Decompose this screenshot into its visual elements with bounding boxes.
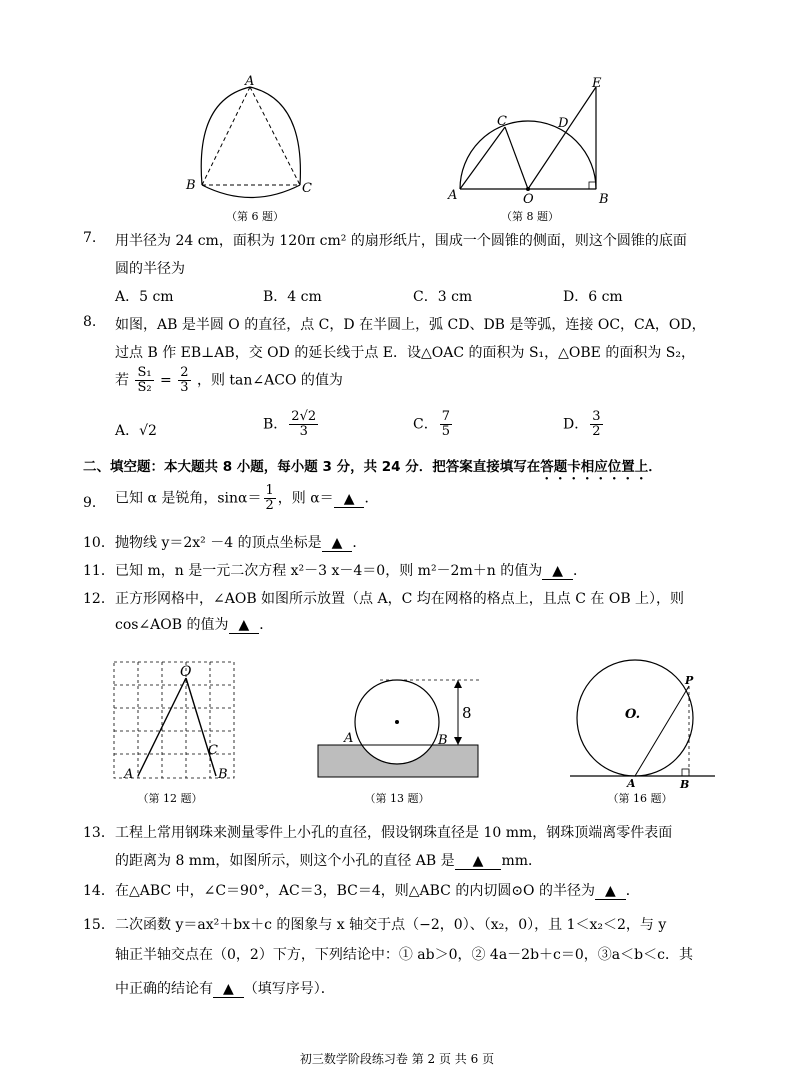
q10-post: ． bbox=[352, 535, 367, 551]
f6-label-a: A bbox=[245, 74, 255, 89]
figure-16 bbox=[565, 650, 725, 790]
f12-label-c: C bbox=[208, 743, 218, 758]
q8-option-b-d: 3 bbox=[299, 424, 308, 439]
q15-line3 bbox=[115, 978, 335, 998]
q12-line2 bbox=[115, 614, 273, 634]
q8-frac2-numerator: 2 bbox=[180, 365, 189, 380]
q8-option-d-prefix: D． bbox=[563, 416, 589, 433]
section-2-title: 二、填空题：本大题共 8 小题，每小题 3 分，共 24 分．把答案直接填写在 bbox=[83, 459, 541, 475]
q15-line2: 轴正半轴交点在（0，2）下方，下列结论中：① ab＞0，② 4a－2b＋c＝0，③a＜b＜c．其 bbox=[115, 947, 693, 963]
q9-frac-n: 1 bbox=[265, 483, 274, 498]
q10-number: 10． bbox=[83, 535, 115, 551]
q7-number: 7. bbox=[83, 230, 97, 246]
q11-answer-blank[interactable]: ▲ bbox=[542, 563, 573, 580]
section-2-heading bbox=[83, 455, 662, 483]
f16-label-a: A bbox=[627, 777, 636, 790]
q13-pre2: 的距离为 8 mm，如图所示，则这个小孔的直径 AB 是 bbox=[115, 853, 455, 869]
f13-label-a: A bbox=[344, 731, 354, 746]
f8-label-b: B bbox=[599, 192, 609, 207]
f8-label-d: D bbox=[558, 116, 569, 131]
q13-line1: 工程上常用钢珠来测量零件上小孔的直径，假设钢珠直径是 10 mm，钢珠顶端离零件表面 bbox=[115, 825, 673, 841]
q7-option-a: A．5 cm bbox=[115, 289, 174, 305]
figure-13-caption: （第 13 题） bbox=[364, 792, 430, 805]
q14-number: 14． bbox=[83, 883, 115, 899]
q8-line3-post: ，则 tan∠ACO 的值为 bbox=[196, 372, 343, 389]
q8-number: 8. bbox=[83, 314, 97, 330]
q13-post: mm． bbox=[501, 853, 542, 869]
f13-dim: 8 bbox=[462, 704, 472, 722]
q9-post: ． bbox=[364, 490, 379, 507]
q13-answer-blank[interactable]: ▲ bbox=[455, 853, 502, 870]
q7-option-b: B．4 cm bbox=[263, 289, 322, 305]
q15-number: 15． bbox=[83, 917, 115, 933]
q8-line2: 过点 B 作 EB⊥AB，交 OD 的延长线于点 E．设△OAC 的面积为 S₁，△OBE 的面积为 S₂， bbox=[115, 345, 696, 361]
q12-answer-blank[interactable]: ▲ bbox=[229, 617, 260, 634]
q8-line3 bbox=[115, 366, 343, 395]
q12-pre2: cos∠AOB 的值为 bbox=[115, 617, 229, 633]
q13-line2 bbox=[115, 850, 542, 870]
section-2-title-end: ． bbox=[648, 459, 662, 475]
q9-number: 9． bbox=[83, 495, 106, 511]
f16-label-b: B bbox=[680, 778, 690, 791]
f8-label-c: C bbox=[497, 114, 507, 129]
q9-answer-blank[interactable]: ▲ bbox=[334, 491, 365, 508]
figure-8 bbox=[445, 75, 615, 205]
q9-pre: 已知 α 是锐角，sinα＝ bbox=[115, 490, 262, 507]
q10-pre: 抛物线 y＝2x² －4 的顶点坐标是 bbox=[115, 535, 322, 551]
q11-number: 11． bbox=[83, 563, 115, 579]
f13-label-b: B bbox=[438, 733, 448, 748]
q8-option-a: A．√2 bbox=[115, 423, 157, 439]
f8-label-e: E bbox=[592, 76, 602, 91]
q8-line3-eq: = bbox=[160, 372, 172, 389]
q7-option-c: C．3 cm bbox=[413, 289, 473, 305]
q14-line bbox=[115, 880, 640, 900]
q8-option-c bbox=[413, 410, 454, 439]
figure-6 bbox=[186, 74, 320, 200]
f8-label-a: A bbox=[448, 188, 458, 203]
q14-post: ． bbox=[625, 883, 640, 899]
q8-value-fraction bbox=[178, 366, 190, 395]
q15-post: （填写序号）． bbox=[243, 981, 335, 997]
q9-mid: ，则 α＝ bbox=[277, 490, 334, 507]
q11-pre: 已知 m，n 是一元二次方程 x²－3 x－4＝0，则 m²－2m＋n 的值为 bbox=[115, 563, 543, 579]
q15-pre3: 中正确的结论有 bbox=[115, 981, 213, 997]
q8-option-c-n: 7 bbox=[441, 409, 450, 424]
q8-frac2-denominator: 3 bbox=[180, 380, 189, 395]
q10-answer-blank[interactable]: ▲ bbox=[322, 535, 353, 552]
q8-frac-denominator: S₂ bbox=[137, 380, 152, 395]
f16-label-o: O. bbox=[625, 707, 641, 722]
page-footer: 初三数学阶段练习卷 第 2 页 共 6 页 bbox=[299, 1052, 495, 1066]
q12-line1: 正方形网格中，∠AOB 如图所示放置（点 A，C 均在网格的格点上，且点 C 在 OB 上），则 bbox=[115, 591, 685, 607]
q15-line1: 二次函数 y＝ax²＋bx＋c 的图象与 x 轴交于点（−2，0）、（x₂，0），且 1＜x₂＜2，与 y bbox=[115, 917, 667, 933]
q7-option-d: D．6 cm bbox=[563, 289, 623, 305]
f12-label-b: B bbox=[218, 767, 228, 782]
f12-label-o: O bbox=[180, 664, 192, 680]
q8-frac-numerator: S₁ bbox=[137, 365, 152, 380]
q12-post: ． bbox=[259, 617, 274, 633]
q10-line bbox=[115, 532, 366, 552]
q8-option-b-n: 2√2 bbox=[291, 409, 317, 424]
f6-label-b: B bbox=[186, 178, 196, 193]
q8-line3-pre: 若 bbox=[115, 372, 129, 389]
q8-option-b bbox=[263, 410, 320, 439]
f8-label-o: O bbox=[523, 192, 534, 207]
q12-number: 12． bbox=[83, 591, 115, 607]
q7-line1: 用半径为 24 cm，面积为 120π cm² 的扇形纸片，围成一个圆锥的侧面，则这个圆锥的底面 bbox=[115, 233, 687, 249]
figure-12-caption: （第 12 题） bbox=[137, 792, 203, 805]
figure-6-caption: （第 6 题） bbox=[226, 210, 284, 223]
f6-label-c: C bbox=[302, 181, 312, 196]
q14-answer-blank[interactable]: ▲ bbox=[595, 883, 626, 900]
q8-option-c-prefix: C． bbox=[413, 416, 438, 433]
q9-frac-d: 2 bbox=[265, 498, 274, 513]
q8-option-c-d: 5 bbox=[441, 424, 450, 439]
q8-option-d-n: 3 bbox=[592, 409, 601, 424]
q11-line bbox=[115, 560, 587, 580]
figure-8-caption: （第 8 题） bbox=[501, 210, 559, 223]
section-2-title-dots: 答题卡相应位置上 bbox=[540, 459, 649, 475]
f16-label-p: P bbox=[685, 674, 694, 687]
q8-line1: 如图，AB 是半圆 O 的直径，点 C，D 在半圆上，弧 CD、DB 是等弧，连接 OC，CA，OD， bbox=[115, 317, 706, 333]
q8-option-d bbox=[563, 410, 605, 439]
figure-13 bbox=[310, 670, 490, 785]
q9-line bbox=[115, 484, 378, 513]
q11-post: ． bbox=[573, 563, 587, 579]
q7-line2: 圆的半径为 bbox=[115, 261, 185, 277]
q8-option-b-prefix: B． bbox=[263, 416, 288, 433]
q14-pre: 在△ABC 中，∠C＝90°，AC＝3，BC＝4，则△ABC 的内切圆⊙O 的半径为 bbox=[115, 883, 595, 899]
q13-number: 13． bbox=[83, 825, 115, 841]
figure-12 bbox=[110, 658, 240, 783]
figure-16-caption: （第 16 题） bbox=[607, 792, 673, 805]
q8-option-d-d: 2 bbox=[592, 424, 601, 439]
q8-ratio-fraction bbox=[135, 366, 153, 395]
f12-label-a: A bbox=[124, 767, 134, 782]
q15-answer-blank[interactable]: ▲ bbox=[213, 981, 244, 998]
